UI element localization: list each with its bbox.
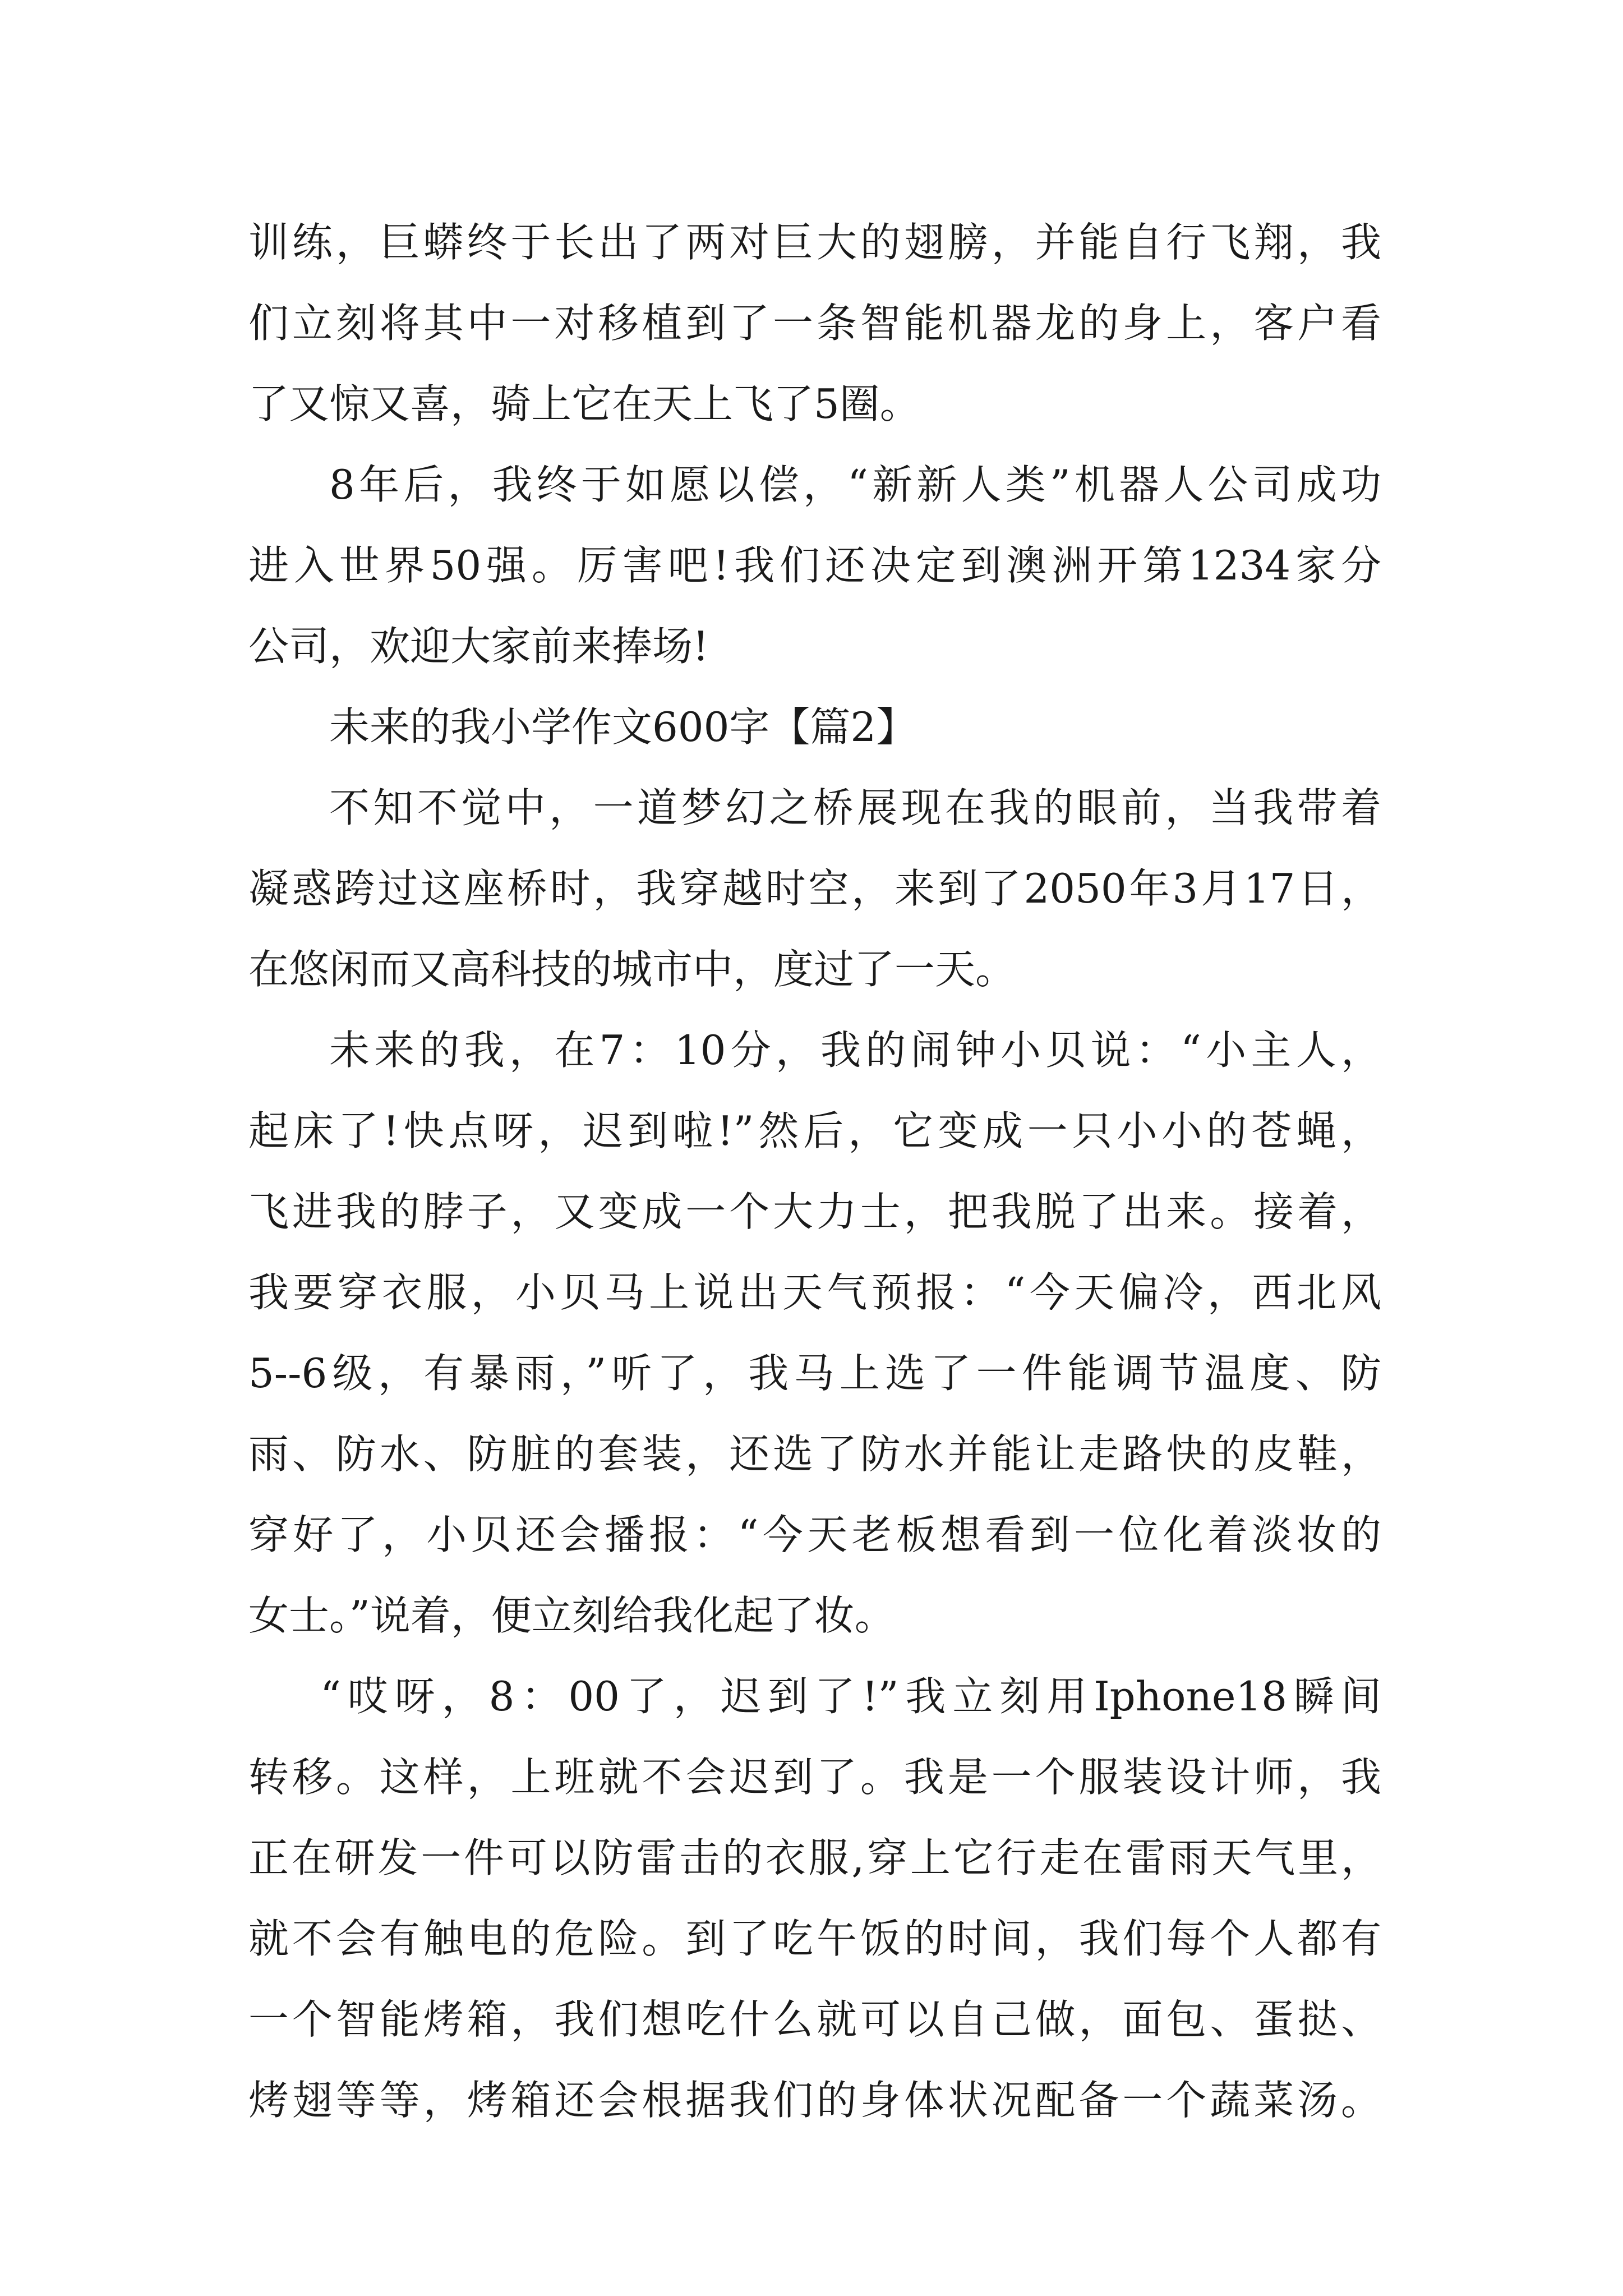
text-line: 女士。”说着，便立刻给我化起了妆。 [248,1592,895,1639]
text-line: 起床了!快点呀，迟到啦!”然后，它变成一只小小的苍蝇， [248,1107,1381,1154]
text-line: 就不会有触电的危险。到了吃午饭的时间，我们每个人都有 [248,1915,1381,1962]
text-line: 凝惑跨过这座桥时，我穿越时空，来到了2050年3月17日， [248,865,1381,912]
paragraph-start-line: “哎呀，8：00了，迟到了!”我立刻用Iphone18瞬间 [320,1673,1381,1720]
text-line: 飞进我的脖子，又变成一个大力士，把我脱了出来。接着， [248,1188,1381,1235]
text-line: 进入世界50强。厉害吧!我们还决定到澳洲开第1234家分 [248,542,1381,589]
paragraph-start-line: 未来的我，在7：10分，我的闹钟小贝说：“小主人， [329,1027,1381,1074]
text-line: 正在研发一件可以防雷击的衣服,穿上它行走在雷雨天气里， [248,1834,1381,1881]
essay-body [248,202,1381,2141]
text-line: 雨、防水、防脏的套装，还选了防水并能让走路快的皮鞋， [248,1430,1381,1478]
text-line: 5--6级，有暴雨，”听了，我马上选了一件能调节温度、防 [248,1350,1381,1397]
text-line: 烤翅等等，烤箱还会根据我们的身体状况配备一个蔬菜汤。 [248,2077,1381,2124]
paragraph-start-line: 8年后，我终于如愿以偿，“新新人类”机器人公司成功 [329,461,1381,508]
text-line: 穿好了，小贝还会播报：“今天老板想看到一位化着淡妆的 [248,1511,1381,1558]
text-line: 们立刻将其中一对移植到了一条智能机器龙的身上，客户看 [248,300,1381,347]
text-line: 一个智能烤箱，我们想吃什么就可以自己做，面包、蛋挞、 [248,1996,1381,2043]
text-line: 在悠闲而又高科技的城市中，度过了一天。 [248,946,1016,993]
text-line: 公司，欢迎大家前来捧场! [248,623,709,670]
text-line: 了又惊又喜，骑上它在天上飞了5圈。 [248,380,920,427]
text-line: 我要穿衣服，小贝马上说出天气预报：“今天偏冷，西北风 [248,1269,1381,1316]
paragraph-start-line: 不知不觉中，一道梦幻之桥展现在我的眼前，当我带着 [329,784,1381,831]
text-line: 训练，巨蟒终于长出了两对巨大的翅膀，并能自行飞翔，我 [248,219,1381,266]
text-line: 转移。这样，上班就不会迟到了。我是一个服装设计师，我 [248,1754,1381,1801]
section-heading: 未来的我小学作文600字【篇2】 [329,703,917,751]
